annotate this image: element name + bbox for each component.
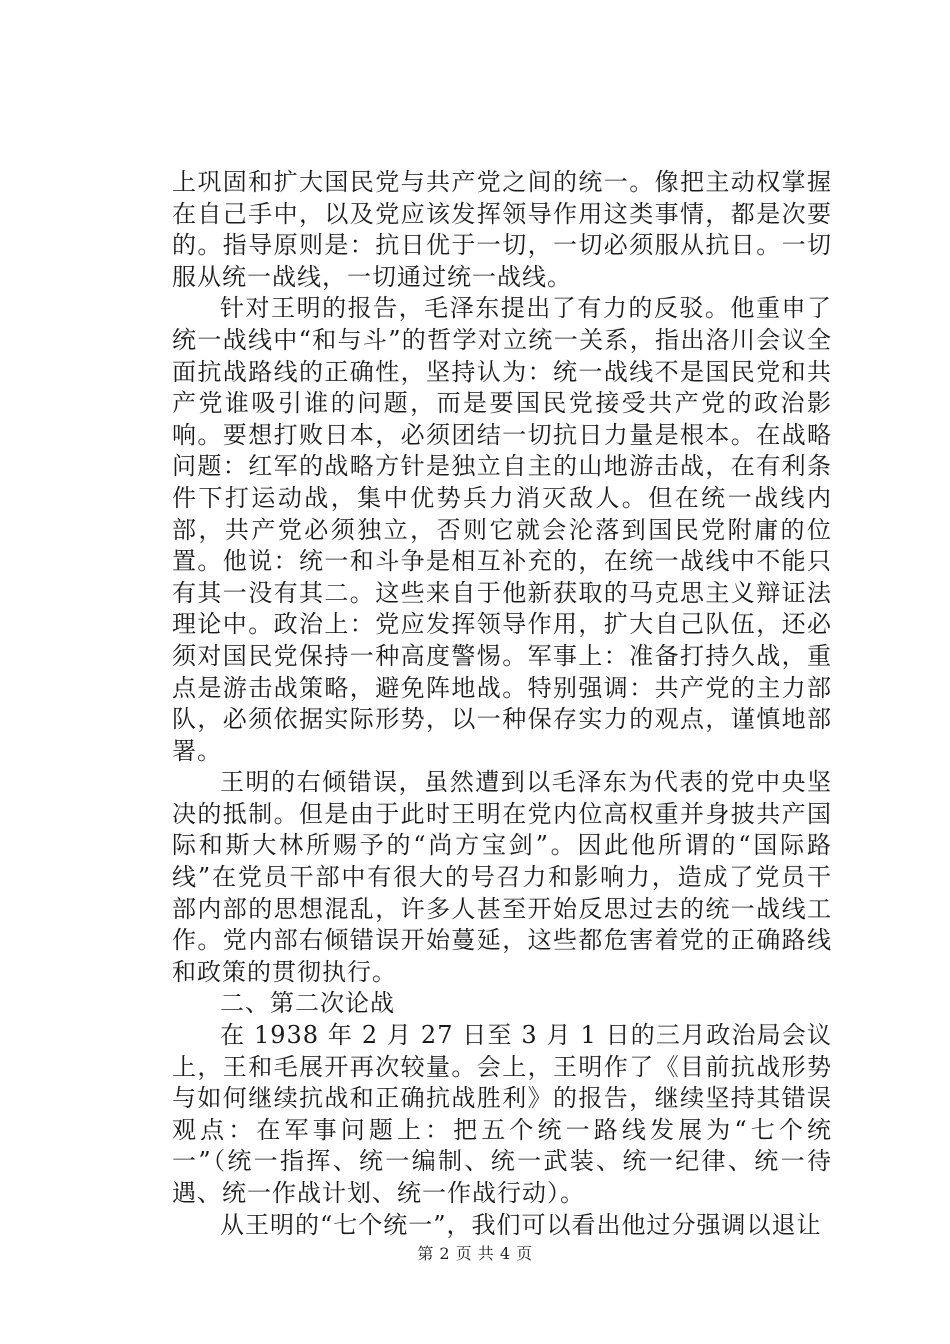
- paragraph-mao-rebuttal: 针对王明的报告，毛泽东提出了有力的反驳。他重申了统一战线中“和与斗”的哲学对立统一关系，指出洛川会议全面抗战路线的正确性，坚持认为：统一战线不是国民党和共产党谁吸引谁的问题，而是要国民党接受共产党的政治影响。要想打败日本，必须团结一切抗日力量是根本。在战略问题：红军的战略方针是独立自主的山地游击战，在有利条件下打运动战，集中优势兵力消灭敌人。但在统一战线内部，共产党必须独立，否则它就会沦落到国民党附庸的位置。他说：统一和斗争是相互补充的，在统一战线中不能只有其一没有其二。这些来自于他新获取的马克思主义辩证法理论中。政治上：党应发挥领导作用，扩大自己队伍，还必须对国民党保持一种高度警惕。军事上：准备打持久战，重点是游击战策略，避免阵地战。特别强调：共产党的主力部队，必须依据实际形势，以一种保存实力的观点，谨慎地部署。: [172, 294, 832, 765]
- paragraph-continuation: 上巩固和扩大国民党与共产党之间的统一。像把主动权掌握在自己手中，以及党应该发挥领导作用这类事情，都是次要的。指导原则是：抗日优于一切，一切必须服从抗日。一切服从统一战线，一切通过统一战线。: [172, 168, 832, 291]
- paragraph-march-meeting: 在 1938 年 2 月 27 日至 3 月 1 日的三月政治局会议上，王和毛展开再次较量。会上，王明作了《目前抗战形势与如何继续抗战和正确抗战胜利》的报告，继续坚持其错误观点：在军事问题上：把五个统一路线发展为“七个统一”（统一指挥、统一编制、统一武装、统一纪律、统一待遇、统一作战计划、统一作战行动）。: [172, 1021, 832, 1207]
- paragraph-seven-unities: 从王明的“七个统一”，我们可以看出他过分强调以退让: [220, 1210, 822, 1239]
- document-body: [172, 167, 832, 1241]
- section-heading: 二、第二次论战: [220, 989, 395, 1018]
- paragraph-right-deviation: 王明的右倾错误，虽然遭到以毛泽东为代表的党中央坚决的抵制。但是由于此时王明在党内位高权重并身披共产国际和斯大林所赐予的“尚方宝剑”。因此他所谓的“国际路线”在党员干部中有很大的号召力和影响力，造成了党员干部内部的思想混乱，许多人甚至开始反思过去的统一战线工作。党内部右倾错误开始蔓延，这些都危害着党的正确路线和政策的贯彻执行。: [172, 768, 832, 986]
- page-number-footer: 第 2 页 共 4 页: [417, 1244, 533, 1263]
